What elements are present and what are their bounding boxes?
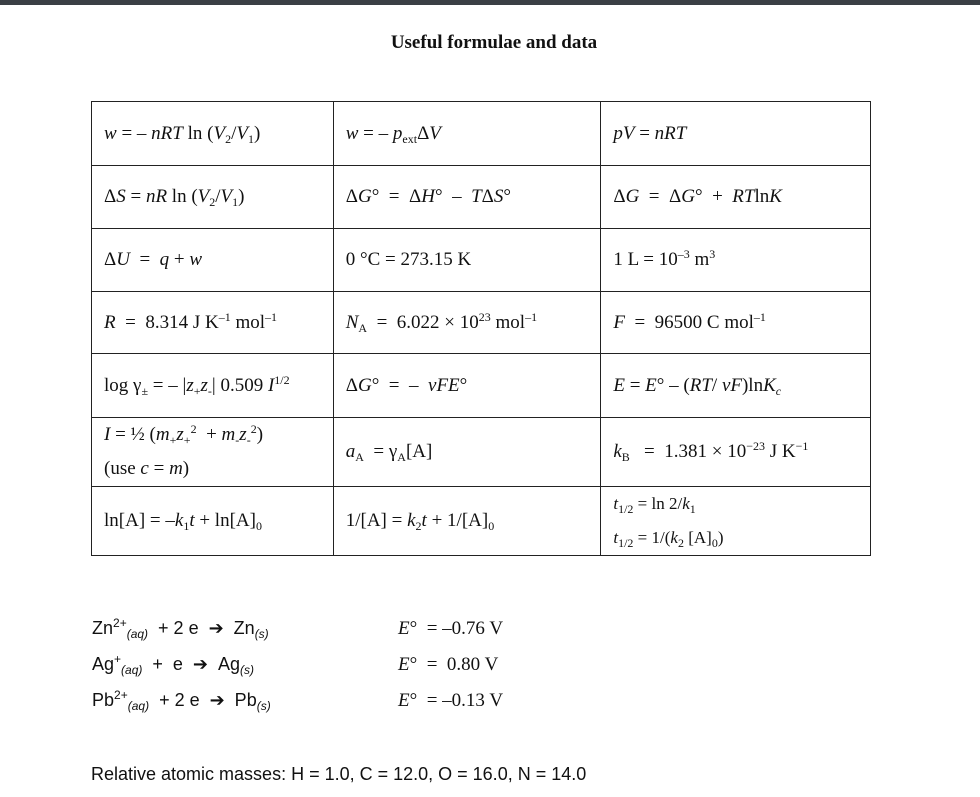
constant-gas: R = 8.314 J $K^{-1}$ mol$^{-1}$ — [92, 292, 334, 354]
table-row — [92, 102, 871, 166]
formula-entropy-change: ΔS = nR $\ln (V_2/V_1)$ — [92, 166, 334, 229]
formulae-table — [91, 101, 871, 556]
zinc-half-reaction: $Zn^{2+}_{(aq)} + 2$ e ➔ $Zn_{(s)}$ — [92, 616, 269, 641]
ionic-strength-note: (use c = m) — [104, 458, 190, 479]
potential-row-silver — [92, 654, 612, 690]
electrode-potentials — [92, 618, 612, 726]
formula-litre: 1 $L = 10^{-3}$ $m^3$ — [601, 229, 871, 292]
lead-potential: E° = –0.13 V — [398, 690, 504, 711]
formula-activity: $a_A = \gamma_A[A]$ — [333, 418, 601, 487]
table-row — [92, 292, 871, 354]
silver-potential: E° = 0.80 V — [398, 654, 499, 675]
constant-avogadro: $N_A = 6.022 \times 10^{23}$ mol$^{-1}$ — [333, 292, 601, 354]
formula-second-order-rate: $1/[A] = k_2t + 1/[A]_0$ — [333, 487, 601, 556]
lead-half-reaction: $Pb^{2+}_{(aq)} + 2$ e ➔ $Pb_{(s)}$ — [92, 688, 271, 713]
formula-ideal-gas: pV = nRT — [601, 102, 871, 166]
half-life-second-order: $t_{1/2} = 1/(k_2$ $[A]_0$) — [613, 528, 724, 550]
formula-half-lives — [601, 487, 871, 556]
formula-gibbs-reaction: ΔG = ΔG° + RTlnK — [601, 166, 871, 229]
formula-ionic-strength — [92, 418, 334, 487]
half-life-first-order: $t_{1/2} = \ln 2/k_1$ — [613, 494, 696, 516]
formula-expansion-work: w = – $p_{ext}\Delta V$ — [333, 102, 601, 166]
ionic-strength-line: I = ½ $(m_+z_+^2 + m_-z_-^2)$ — [104, 422, 264, 447]
table-row — [92, 229, 871, 292]
constant-faraday: F = 96500 C mol$^{-1}$ — [601, 292, 871, 354]
potential-row-lead — [92, 690, 612, 726]
formula-zero-celsius: 0 °C = 273.15 K — [333, 229, 601, 292]
formula-nernst: E = E° – (RT/ νF)lnK$_c$ — [601, 354, 871, 418]
table-row — [92, 487, 871, 556]
formula-gibbs-emf: ΔG° = – νFE° — [333, 354, 601, 418]
top-bar — [0, 0, 980, 5]
constant-boltzmann: $k_B = 1.381 \times 10^{-23}$ J $K^{-1}$ — [601, 418, 871, 487]
table-row — [92, 418, 871, 487]
formula-first-order-rate: $\ln[A] = -k_1t + \ln[A]_0$ — [92, 487, 334, 556]
silver-half-reaction: $Ag^+_{(aq)} + e$ ➔ $Ag_{(s)}$ — [92, 652, 255, 677]
formula-gibbs-standard: ΔG° = ΔH° – TΔS° — [333, 166, 601, 229]
table-row — [92, 354, 871, 418]
table-row — [92, 166, 871, 229]
potential-row-zinc — [92, 618, 612, 654]
formula-first-law: ΔU = q + w — [92, 229, 334, 292]
formula-activity-coefficient: $\log \gamma_\pm$ = – $|z_+z_-|$ 0.509 $I^{1/2}$ — [92, 354, 334, 418]
relative-atomic-masses: Relative atomic masses: H = 1.0, C = 12.0, O = 16.0, N = 14.0 — [91, 764, 587, 784]
page-title: Useful formulae and data — [390, 32, 598, 53]
formula-isothermal-work: w = – nRT $\ln (V_2/V_1)$ — [92, 102, 334, 166]
zinc-potential: E° = –0.76 V — [398, 618, 504, 639]
